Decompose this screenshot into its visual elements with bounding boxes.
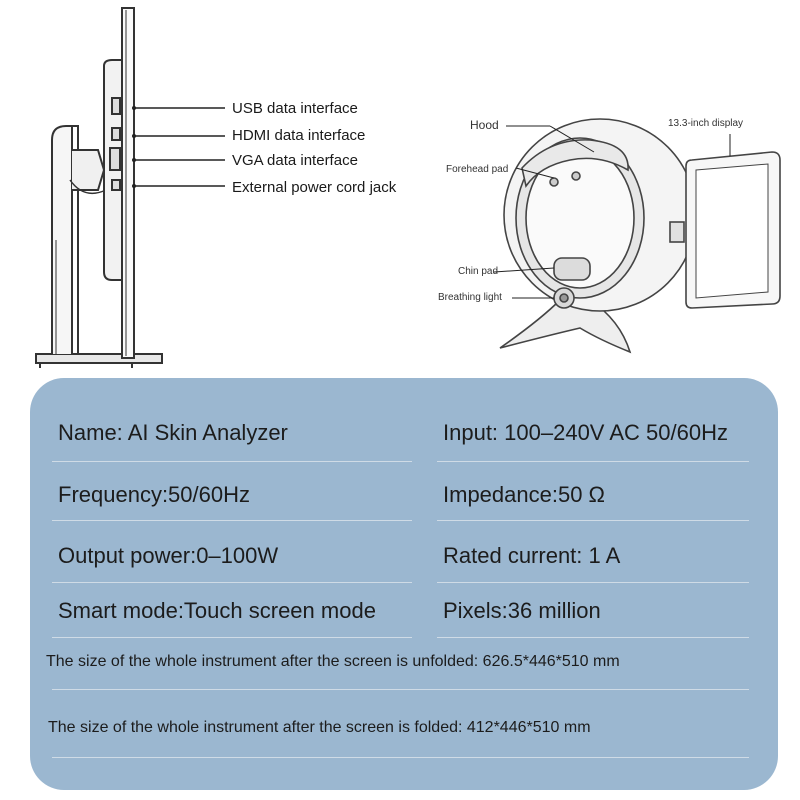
spec-size-unfolded: The size of the whole instrument after the screen is unfolded: 626.5*446*510 mm [46,653,620,670]
callout-power: External power cord jack [232,179,397,196]
divider-4b [437,637,749,638]
spec-smart-mode: Smart mode:Touch screen mode [58,598,376,623]
stand-base [36,354,162,363]
hdmi-port-icon [112,128,120,140]
monitor-panel [122,8,134,358]
callout-chin-pad: Chin pad [458,266,499,277]
divider-6 [52,757,749,758]
spec-frequency: Frequency:50/60Hz [58,482,250,507]
spec-output-power: Output power:0–100W [58,543,279,568]
power-port-icon [112,180,120,190]
hinge-arm [72,150,104,190]
callout-display: 13.3-inch display [668,118,744,129]
divider-4 [52,637,412,638]
spec-rated-current: Rated current: 1 A [443,543,621,568]
callout-forehead-pad: Forehead pad [446,164,509,175]
divider-1 [52,461,412,462]
spec-pixels: Pixels:36 million [443,598,601,623]
chin-pad [554,258,590,280]
usb-port-icon [112,98,120,114]
callout-usb: USB data interface [232,100,358,117]
callout-hood: Hood [470,118,499,132]
callout-vga: VGA data interface [232,152,358,169]
divider-3b [437,582,749,583]
divider-2 [52,520,412,521]
spec-size-folded: The size of the whole instrument after the screen is folded: 412*446*510 mm [48,719,591,736]
divider-3 [52,582,412,583]
callout-hdmi: HDMI data interface [232,127,366,144]
spec-impedance: Impedance:50 Ω [443,482,605,507]
divider-5 [52,689,749,690]
divider-1b [437,461,749,462]
spec-name: Name: AI Skin Analyzer [58,420,288,445]
spec-input: Input: 100–240V AC 50/60Hz [443,420,728,445]
divider-2b [437,520,749,521]
stand-column [52,126,72,354]
callout-breathing-light: Breathing light [438,292,502,303]
vga-port-icon [110,148,120,170]
